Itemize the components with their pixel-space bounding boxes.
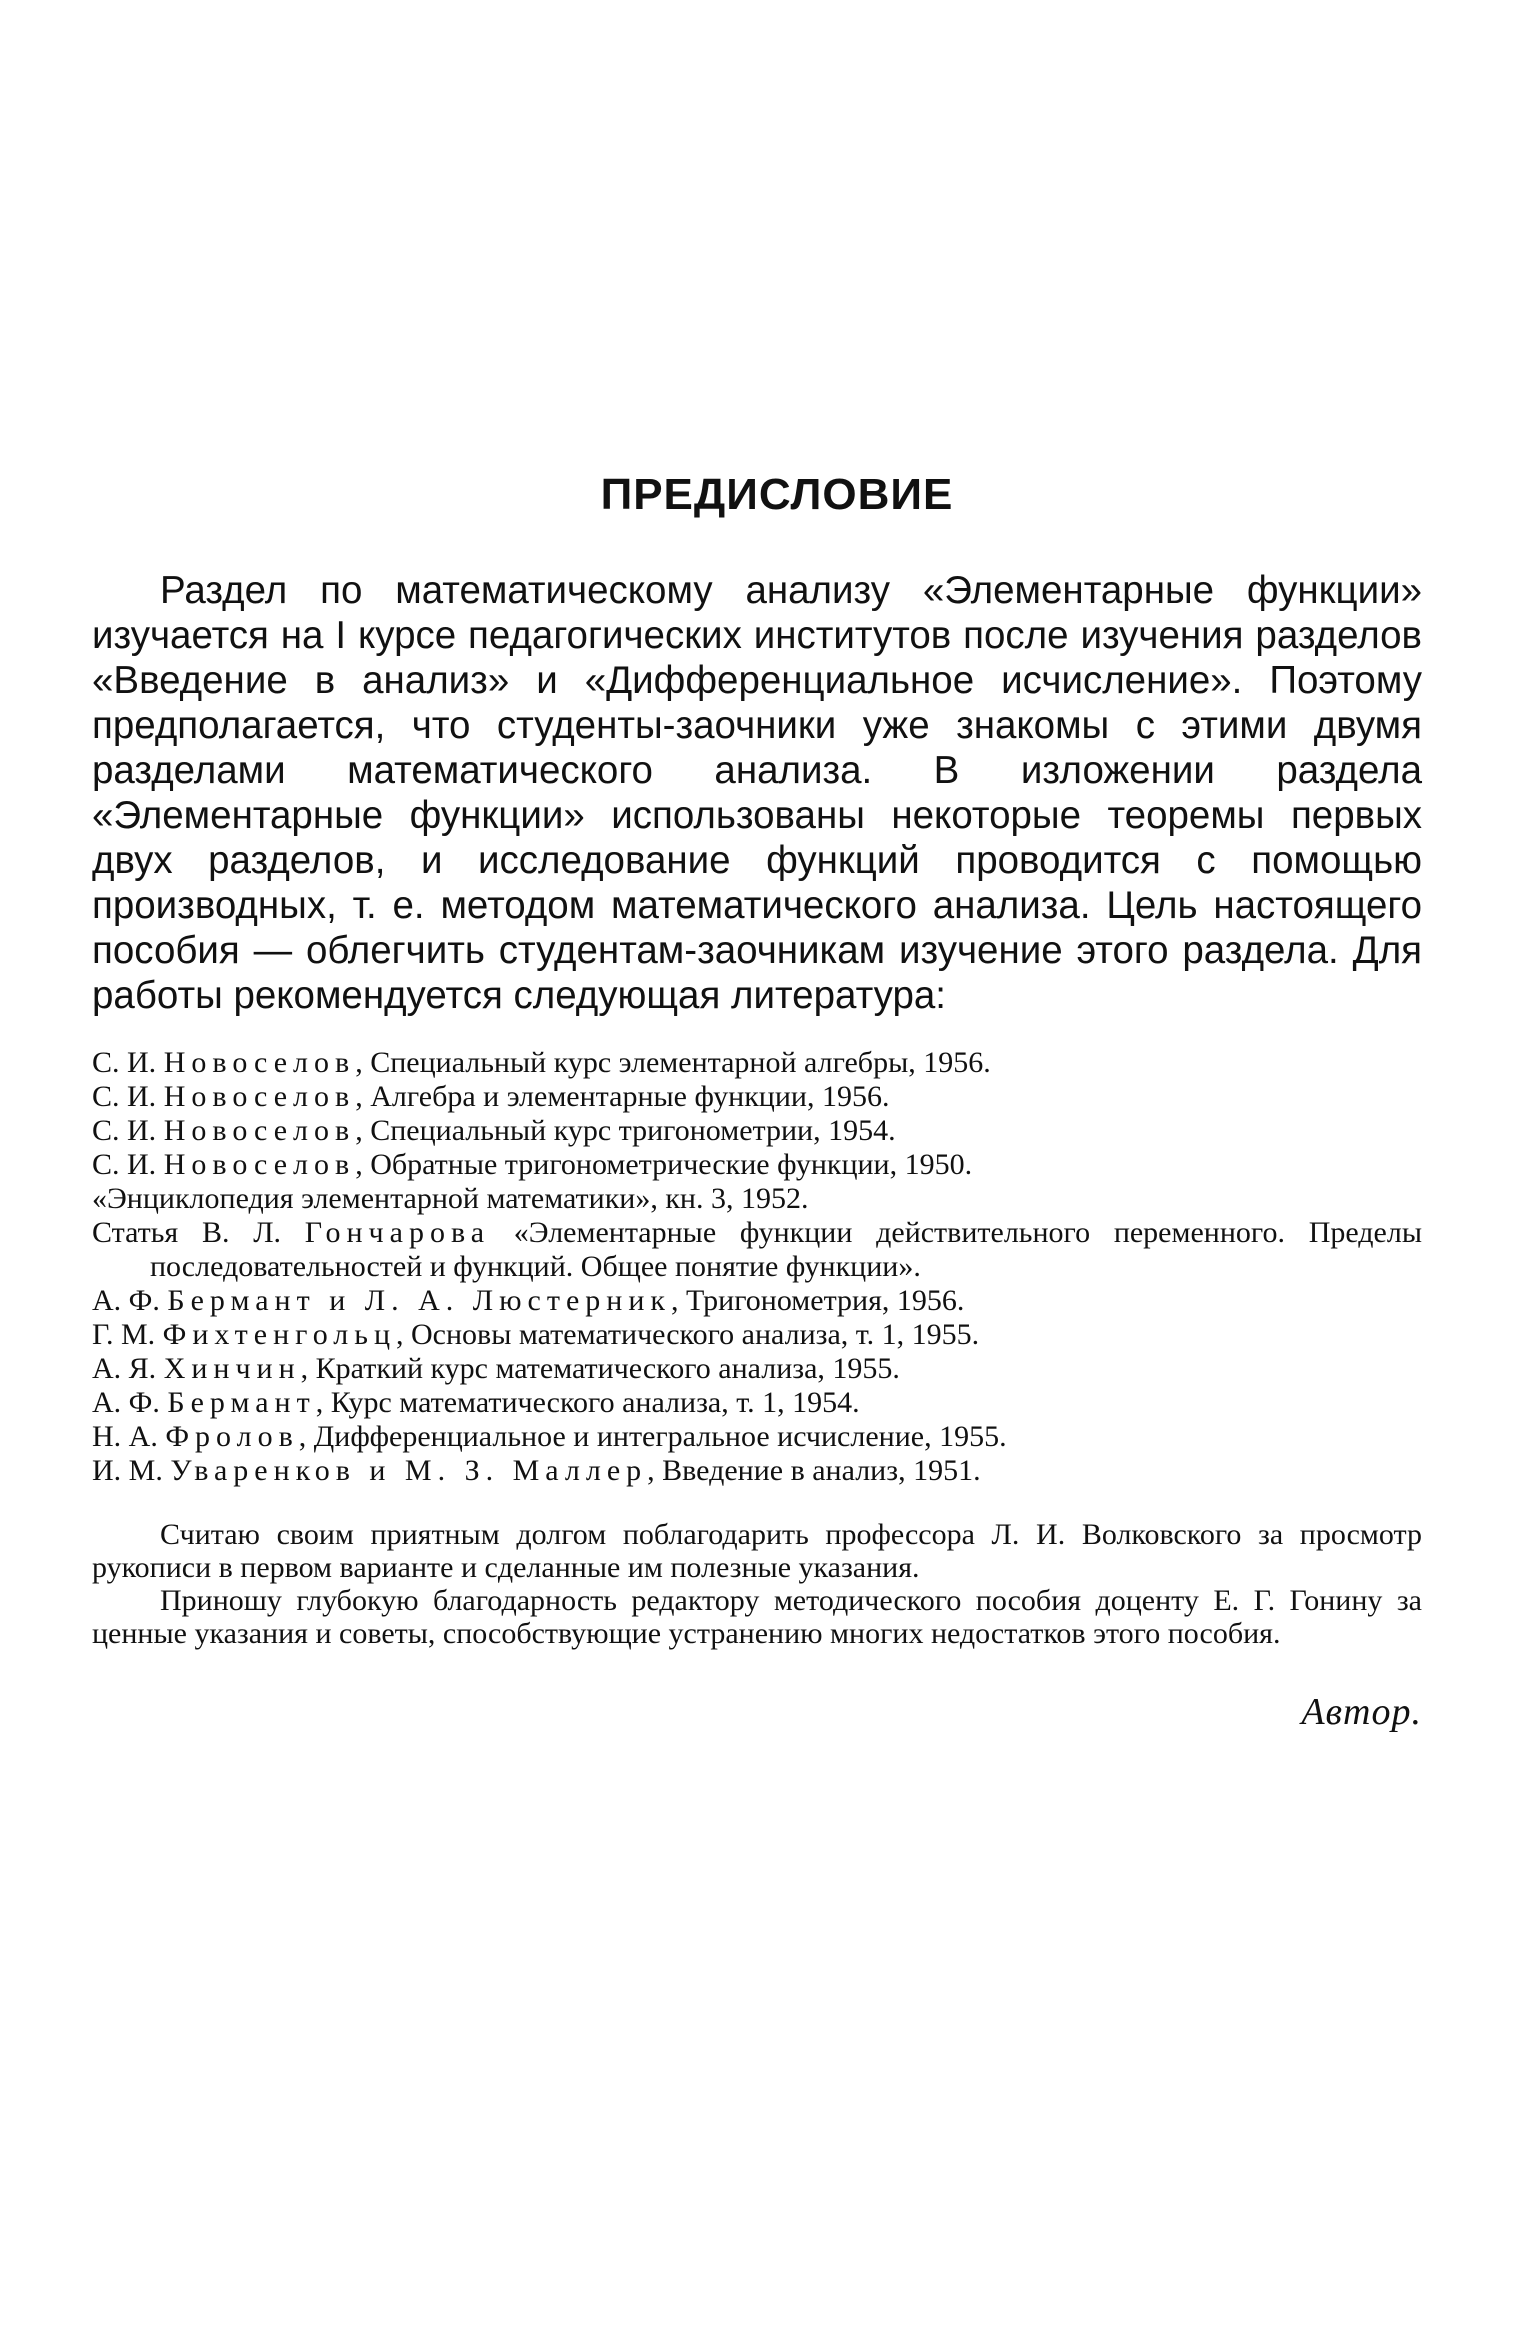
reference-author: Фихтенгольц <box>162 1318 396 1351</box>
reference-item: С. И. Новоселов, Алгебра и элементарные функции, 1956. <box>92 1080 890 1113</box>
reference-list <box>92 1046 1422 1488</box>
reference-author: Новоселов <box>163 1080 356 1113</box>
reference-author: Хинчин <box>163 1352 301 1385</box>
acknowledgement-paragraph: Приношу глубокую благодарность редактору методического пособия доценту Е. Г. Гонину за ценные указания и советы, способствующие устранению многих недостатков этого пособия. <box>92 1584 1422 1650</box>
reference-item: Г. М. Фихтенгольц, Основы математического анализа, т. 1, 1955. <box>92 1318 980 1351</box>
reference-author: Фролов <box>165 1420 299 1453</box>
signature: Автор. <box>1301 1691 1422 1733</box>
reference-author: Новоселов <box>163 1114 356 1147</box>
document-page <box>92 470 1422 1734</box>
reference-author: Новоселов <box>163 1046 356 1079</box>
reference-item: «Энциклопедия элементарной математики», кн. 3, 1952. <box>92 1182 809 1215</box>
reference-item: С. И. Новоселов, Специальный курс тригонометрии, 1954. <box>92 1114 896 1147</box>
reference-author: Бермант и Л. А. Люстерник <box>167 1284 671 1317</box>
reference-item: Статья В. Л. Гончарова «Элементарные функции действительного переменного. Пределы последовательностей и функций. Общее понятие функции». <box>92 1216 1422 1283</box>
intro-paragraph: Раздел по математическому анализу «Элементарные функции» изучается на I курсе педагогических институтов после изучения разделов «Введение в анализ» и «Дифференциальное исчисление». Поэтому предполагается, что студенты-заочники уже знакомы с этими двумя разделами математического анализа. В изложении раздела «Элементарные функции» использованы некоторые теоремы первых двух разделов, и исследование функций проводится с помощью производных, т. е. методом математического анализа. Цель настоящего пособия — облегчить студентам-заочникам изучение этого раздела. Для работы рекомендуется следующая литература: <box>92 569 1422 1017</box>
page-title: ПРЕДИСЛОВИЕ <box>600 470 954 519</box>
reference-author: Гончарова <box>304 1216 491 1249</box>
acknowledgement-paragraph: Считаю своим приятным долгом поблагодарить профессора Л. И. Волковского за просмотр рукописи в первом варианте и сделанные им полезные указания. <box>92 1518 1422 1584</box>
reference-author: Уваренков и М. З. Маллер <box>170 1454 648 1487</box>
reference-item: А. Я. Хинчин, Краткий курс математического анализа, 1955. <box>92 1352 900 1385</box>
reference-item: С. И. Новоселов, Специальный курс элементарной алгебры, 1956. <box>92 1046 991 1079</box>
reference-item: И. М. Уваренков и М. З. Маллер, Введение в анализ, 1951. <box>92 1454 981 1487</box>
reference-item: А. Ф. Бермант, Курс математического анализа, т. 1, 1954. <box>92 1386 860 1419</box>
reference-item: С. И. Новоселов, Обратные тригонометрические функции, 1950. <box>92 1148 973 1181</box>
reference-author: Бермант <box>167 1386 316 1419</box>
reference-item: Н. А. Фролов, Дифференциальное и интегральное исчисление, 1955. <box>92 1420 1007 1453</box>
reference-author: Новоселов <box>163 1148 356 1181</box>
reference-item: А. Ф. Бермант и Л. А. Люстерник, Тригонометрия, 1956. <box>92 1284 965 1317</box>
